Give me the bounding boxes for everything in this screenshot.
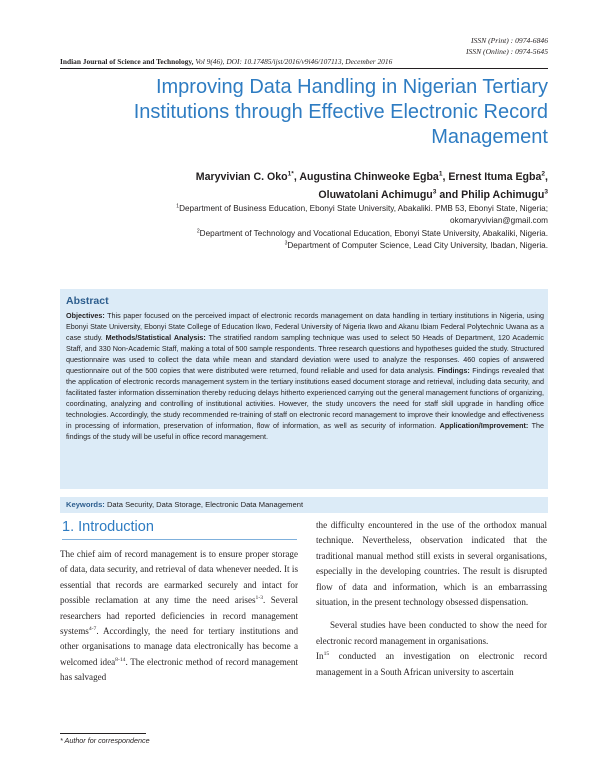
affiliation-sup: 3 [284, 240, 288, 247]
paragraph-text: . Several researchers had reported deficiencies in record management systems [60, 595, 298, 637]
paragraph-text: . The electronic method of record management has salvaged [60, 656, 298, 683]
affiliation-text: Department of Business Education, Ebonyi State University, Abakaliki. PMB 53, Ebonyi State, Nigeria; [179, 204, 548, 213]
author-sup: 2 [541, 170, 546, 178]
journal-name: Indian Journal of Science and Technology, [60, 57, 194, 66]
author-sup: 3 [544, 188, 548, 196]
citation: 4-7 [88, 626, 97, 632]
keywords [66, 500, 303, 509]
findings-label: Findings: [437, 366, 470, 375]
methods-text: The stratified random sampling technique was used to select 50 Heads of Department, 120 Academic Staff, and 330 Non-Academic Staff, making a total of 500 sample respondents. Three research questions and hypotheses guided the study. Structured questionnaire was used to collect the data while mean and standard deviation were used to analyze the responses. 460 copies of answered questionnaire out of the 500 copies that were distributed were returned, found reliable and used for data analysis. [66, 333, 544, 375]
paragraph-text: conducted an investigation on electronic record management in a South African university to ascertain [316, 651, 547, 677]
footnote: * Author for correspondence [60, 736, 150, 745]
paragraph: Several studies have been conducted to show the need for electronic record management in organisations. [316, 620, 547, 646]
paragraph-text: . Accordingly, the need for tertiary institutions and other organisations to manage data electronically has become a welcomed idea [60, 626, 298, 667]
objectives-text: This paper focused on the perceived impact of electronic records management on data handling in tertiary institutions in Nigeria, using Ebonyi State University, Ebonyi State College of Education Ikwo, Federal University of Nigeria Ikwo and Akanu Ibiam Federal Polytechnic Uwana as a case study. [66, 311, 544, 342]
author-name: Oluwatolani Achimugu [318, 189, 433, 201]
keywords-text: Data Security, Data Storage, Electronic Data Management [104, 500, 304, 509]
author-name: and Philip Achimugu [436, 189, 545, 201]
right-column [316, 518, 547, 680]
journal-citation [60, 57, 392, 66]
paragraph: the difficulty encountered in the use of the orthodox manual technique. Nevertheless, observation indicated that the traditional manual method still exists in several organisations, especially in the developing countries. The result is disrupted flow of data and information, which is an embarrassing situation, in the present technology obsessed dispensation. [316, 520, 547, 608]
paragraph-text: In [316, 651, 324, 662]
header-rule [60, 68, 548, 69]
affiliation-1 [48, 203, 548, 215]
author-sup: 1 [438, 170, 443, 178]
section-heading: 1. Introduction [62, 519, 297, 540]
affiliations [48, 203, 548, 253]
affiliation-3 [48, 240, 548, 252]
author-name: , Ernest Ituma Egba [442, 171, 542, 183]
paragraph [316, 649, 547, 680]
citation: 15 [323, 651, 330, 658]
affiliation-email: okomaryvivian@gmail.com [450, 216, 548, 226]
left-column [60, 547, 298, 686]
affiliation-2 [48, 228, 548, 240]
abstract-heading: Abstract [66, 295, 109, 307]
methods-label: Methods/Statistical Analysis: [105, 333, 206, 342]
author-name: , Augustina Chinweoke Egba [293, 171, 439, 183]
author-sup: 1* [287, 170, 294, 178]
findings-text: Findings revealed that the application of electronic records management system in the tertiary institutions eased document storage and retrieval, including data security, and facilitated faster information dissemination thereby reducing delays hitherto experienced carrying out the general management functions of organizing, coordinating, analyzing and controlling of institutional activities. However, the study uncovers the need for staff skill upgrade in handling office technologies. Accordingly, the study recommended re-training of staff on electronic record management to improve their knowledge and effectiveness in processing of information, preservation of information, flow of information, as well as security of information. [66, 366, 544, 430]
affiliation-sup: 2 [196, 228, 200, 235]
application-text: The findings of the study will be useful in office record management. [66, 421, 544, 441]
issn-print: ISSN (Print) : 0974-6846 [471, 36, 548, 45]
objectives-label: Objectives: [66, 311, 105, 320]
author-sup: 3 [432, 188, 437, 196]
abstract-body [66, 310, 544, 442]
citation: 8-14 [115, 656, 126, 663]
affiliation-text: Department of Computer Science, Lead City University, Ibadan, Nigeria. [287, 241, 548, 251]
journal-details: Vol 9(46), DOI: 10.17485/ijst/2016/v9i46/107113, December 2016 [195, 57, 393, 66]
paragraph-text: The chief aim of record management is to ensure proper storage of data, data security, and retrieval of data whenever needed. It is essential that records are earmarked securely and intact for possible reclamation at any time the need arises [60, 549, 298, 606]
footnote-rule [60, 733, 146, 734]
affiliation-text: Department of Technology and Vocational Education, Ebonyi State University, Abakaliki, Nigeria. [199, 228, 548, 238]
affiliation-sup: 1 [176, 203, 180, 210]
application-label: Application/Improvement: [439, 421, 529, 430]
citation: 1-3 [255, 595, 264, 602]
paragraph [60, 547, 298, 686]
keywords-label: Keywords: [66, 500, 105, 509]
author-list: Maryvivian C. Oko$^{1*}$, Augustina Chinweoke Egba$^1$, Ernest Ituma Egba$^2$, Oluwatolani Achimugu$^3$ and Philip Achimugu$^3$ [195, 170, 548, 201]
article-title: Improving Data Handling in Nigerian Tertiary Institutions through Effective Electronic Record Management [133, 76, 548, 148]
issn-online: ISSN (Online) : 0974-5645 [465, 47, 548, 56]
author-name: Maryvivian C. Oko [195, 171, 288, 183]
